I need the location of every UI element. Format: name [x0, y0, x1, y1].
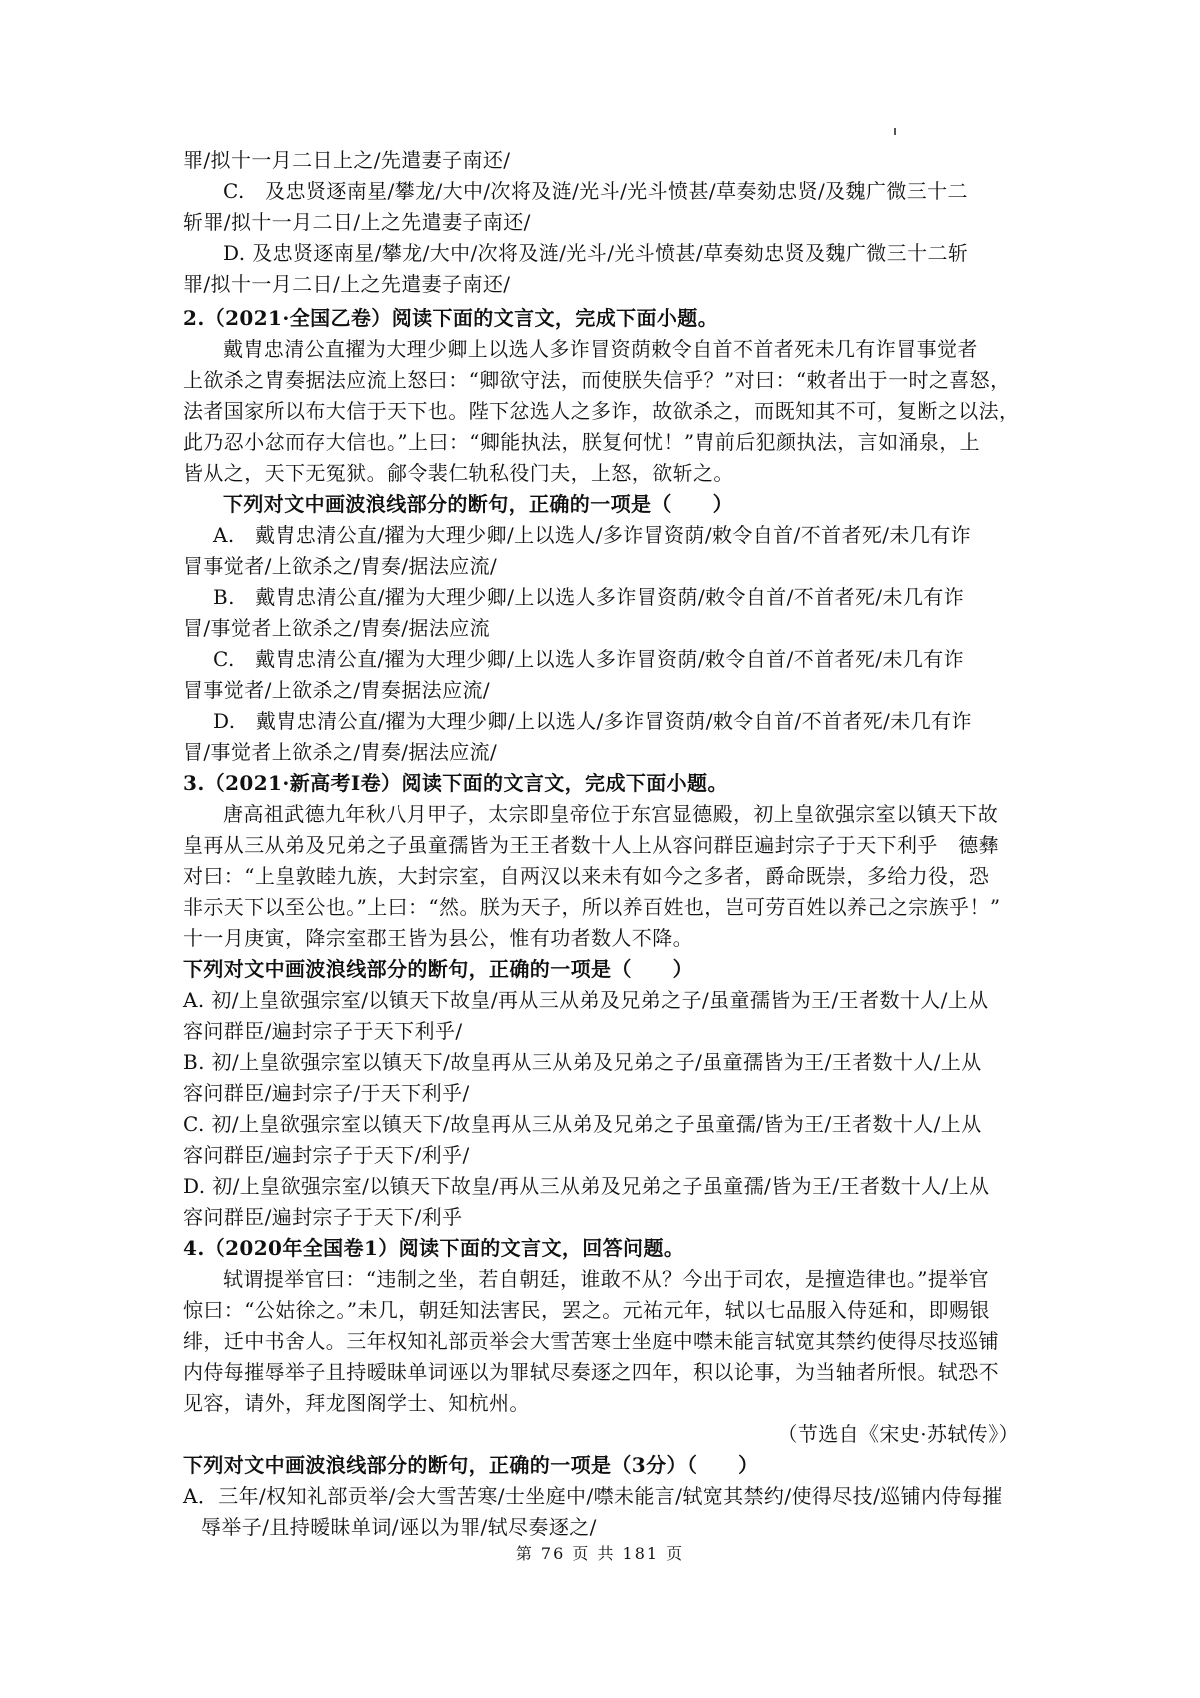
passage-line: 对曰：“上皇敦睦九族，大封宗室，自两汉以来未有如今之多者，爵命既崇，多给力役，恐	[183, 864, 990, 888]
page-mark	[894, 128, 896, 135]
passage-line: 法者国家所以布大信于天下也。陛下忿选人之多诈，故欲杀之，而既知其不可，复断之以法，	[183, 399, 1020, 423]
option-c: C. 初/上皇欲强宗室以镇天下/故皇再从三从弟及兄弟之子虽童孺/皆为王/王者数十人/上从	[183, 1112, 982, 1136]
text-line: 容问群臣/遍封宗子于天下利乎/	[183, 1019, 463, 1043]
page-number: 第 76 页 共 181 页	[515, 1544, 685, 1563]
passage-line: 内侍每摧辱举子且持暧昧单词诬以为罪轼尽奏逐之四年，积以论事，为当轴者所恨。轼恐不	[183, 1360, 999, 1384]
option-b: B. 戴胄忠清公直/擢为大理少卿/上以选人多诈冒资荫/敕令自首/不首者死/未几有诈	[213, 585, 965, 609]
option-d: D. 及忠贤逐南星/攀龙/大中/次将及涟/光斗/光斗愤甚/草奏劾忠贤及魏广微三十二斩	[223, 241, 969, 265]
option-a: A．三年/权知礼部贡举/会大雪苦寒/士坐庭中/噤未能言/轼宽其禁约/使得尽技/巡铺内侍每摧	[183, 1484, 1003, 1508]
question-prompt: 下列对文中画波浪线部分的断句，正确的一项是（ ）	[223, 492, 733, 516]
passage-line: 唐高祖武德九年秋八月甲子，太宗即皇帝位于东宫显德殿，初上皇欲强宗室以镇天下故	[223, 802, 999, 826]
passage-line: 此乃忍小忿而存大信也。”上曰：“卿能执法，朕复何忧！”胄前后犯颜执法，言如涌泉，上	[183, 430, 981, 454]
question-3-heading: 3.（2021·新高考Ⅰ卷）阅读下面的文言文，完成下面小题。	[183, 771, 728, 795]
passage-line: 十一月庚寅，降宗室郡王皆为县公，惟有功者数人不降。	[183, 926, 693, 950]
option-a: A. 初/上皇欲强宗室/以镇天下故皇/再从三从弟及兄弟之子/虽童孺皆为王/王者数十人/上从	[183, 988, 989, 1012]
passage-line: 绯，迁中书舍人。三年权知礼部贡举会大雪苦寒士坐庭中噤未能言轼宽其禁约使得尽技巡铺	[183, 1329, 999, 1353]
option-d: D. 戴胄忠清公直/擢为大理少卿/上以选人/多诈冒资荫/敕令自首/不首者死/未几有诈	[213, 709, 972, 733]
text-line: 冒/事觉者上欲杀之/胄奏/据法应流	[183, 616, 491, 640]
source-citation: （节选自《宋史·苏轼传》）	[777, 1422, 1019, 1446]
option-b: B. 初/上皇欲强宗室以镇天下/故皇再从三从弟及兄弟之子/虽童孺皆为王/王者数十人/上从	[183, 1050, 982, 1074]
option-a: A. 戴胄忠清公直/擢为大理少卿/上以选人/多诈冒资荫/敕令自首/不首者死/未几有诈	[213, 523, 972, 547]
option-c: C. 及忠贤逐南星/攀龙/大中/次将及涟/光斗/光斗愤甚/草奏劾忠贤/及魏广微三十二	[223, 179, 968, 203]
page-content	[183, 145, 1033, 1543]
passage-line: 皆从之，天下无冤狱。鄃令裴仁轨私役门夫，上怒，欲斩之。	[183, 461, 734, 485]
text-line: 罪/拟十一月二日/上之先遣妻子南还/	[183, 272, 511, 296]
text-line: 斩罪/拟十一月二日/上之先遣妻子南还/	[183, 210, 531, 234]
passage-line: 惊曰：“公姑徐之。”未几，朝廷知法害民，罢之。元祐元年，轼以七品服入侍延和，即赐银	[183, 1298, 990, 1322]
question-prompt: 下列对文中画波浪线部分的断句，正确的一项是（ ）	[183, 957, 693, 981]
text-line: 冒/事觉者上欲杀之/胄奏/据法应流/	[183, 740, 498, 764]
text-line: 罪/拟十一月二日上之/先遣妻子南还/	[183, 148, 511, 172]
passage-line: 戴胄忠清公直擢为大理少卿上以选人多诈冒资荫敕令自首不首者死未几有诈冒事觉者	[223, 337, 978, 361]
text-line: 容问群臣/遍封宗子于天下/利乎	[183, 1205, 463, 1229]
option-c: C. 戴胄忠清公直/擢为大理少卿/上以选人多诈冒资荫/敕令自首/不首者死/未几有诈	[213, 647, 965, 671]
passage-line: 轼谓提举官曰：“违制之坐，若自朝廷，谁敢不从？今出于司农，是擅造律也。”提举官	[223, 1267, 990, 1291]
question-prompt: 下列对文中画波浪线部分的断句，正确的一项是（3分）（ ）	[183, 1453, 759, 1477]
option-d: D. 初/上皇欲强宗室/以镇天下故皇/再从三从弟及兄弟之子虽童孺/皆为王/王者数十人/上从	[183, 1174, 990, 1198]
passage-line: 非示天下以至公也。”上曰：“然。朕为天子，所以养百姓也，岂可劳百姓以养己之宗族乎！”	[183, 895, 1001, 919]
question-4-heading: 4.（2020年全国卷1）阅读下面的文言文，回答问题。	[183, 1236, 685, 1260]
text-line: 容问群臣/遍封宗子/于天下利乎/	[183, 1081, 470, 1105]
text-line: 容问群臣/遍封宗子于天下/利乎/	[183, 1143, 470, 1167]
text-line: 冒事觉者/上欲杀之/胄奏/据法应流/	[183, 554, 498, 578]
passage-line: 皇再从三从弟及兄弟之子虽童孺皆为王王者数十人上从容问群臣遍封宗子于天下利乎 德彝	[183, 833, 999, 857]
question-2-heading: 2.（2021·全国乙卷）阅读下面的文言文，完成下面小题。	[183, 306, 719, 330]
text-line: 冒事觉者/上欲杀之/胄奏据法应流/	[183, 678, 491, 702]
passage-line: 见容，请外，拜龙图阁学士、知杭州。	[183, 1391, 530, 1415]
text-line: 辱举子/且持暧昧单词/诬以为罪/轼尽奏逐之/	[201, 1515, 597, 1539]
passage-line: 上欲杀之胄奏据法应流上怒曰：“卿欲守法，而使朕失信乎？”对曰：“敕者出于一时之喜怒，	[183, 368, 1011, 392]
